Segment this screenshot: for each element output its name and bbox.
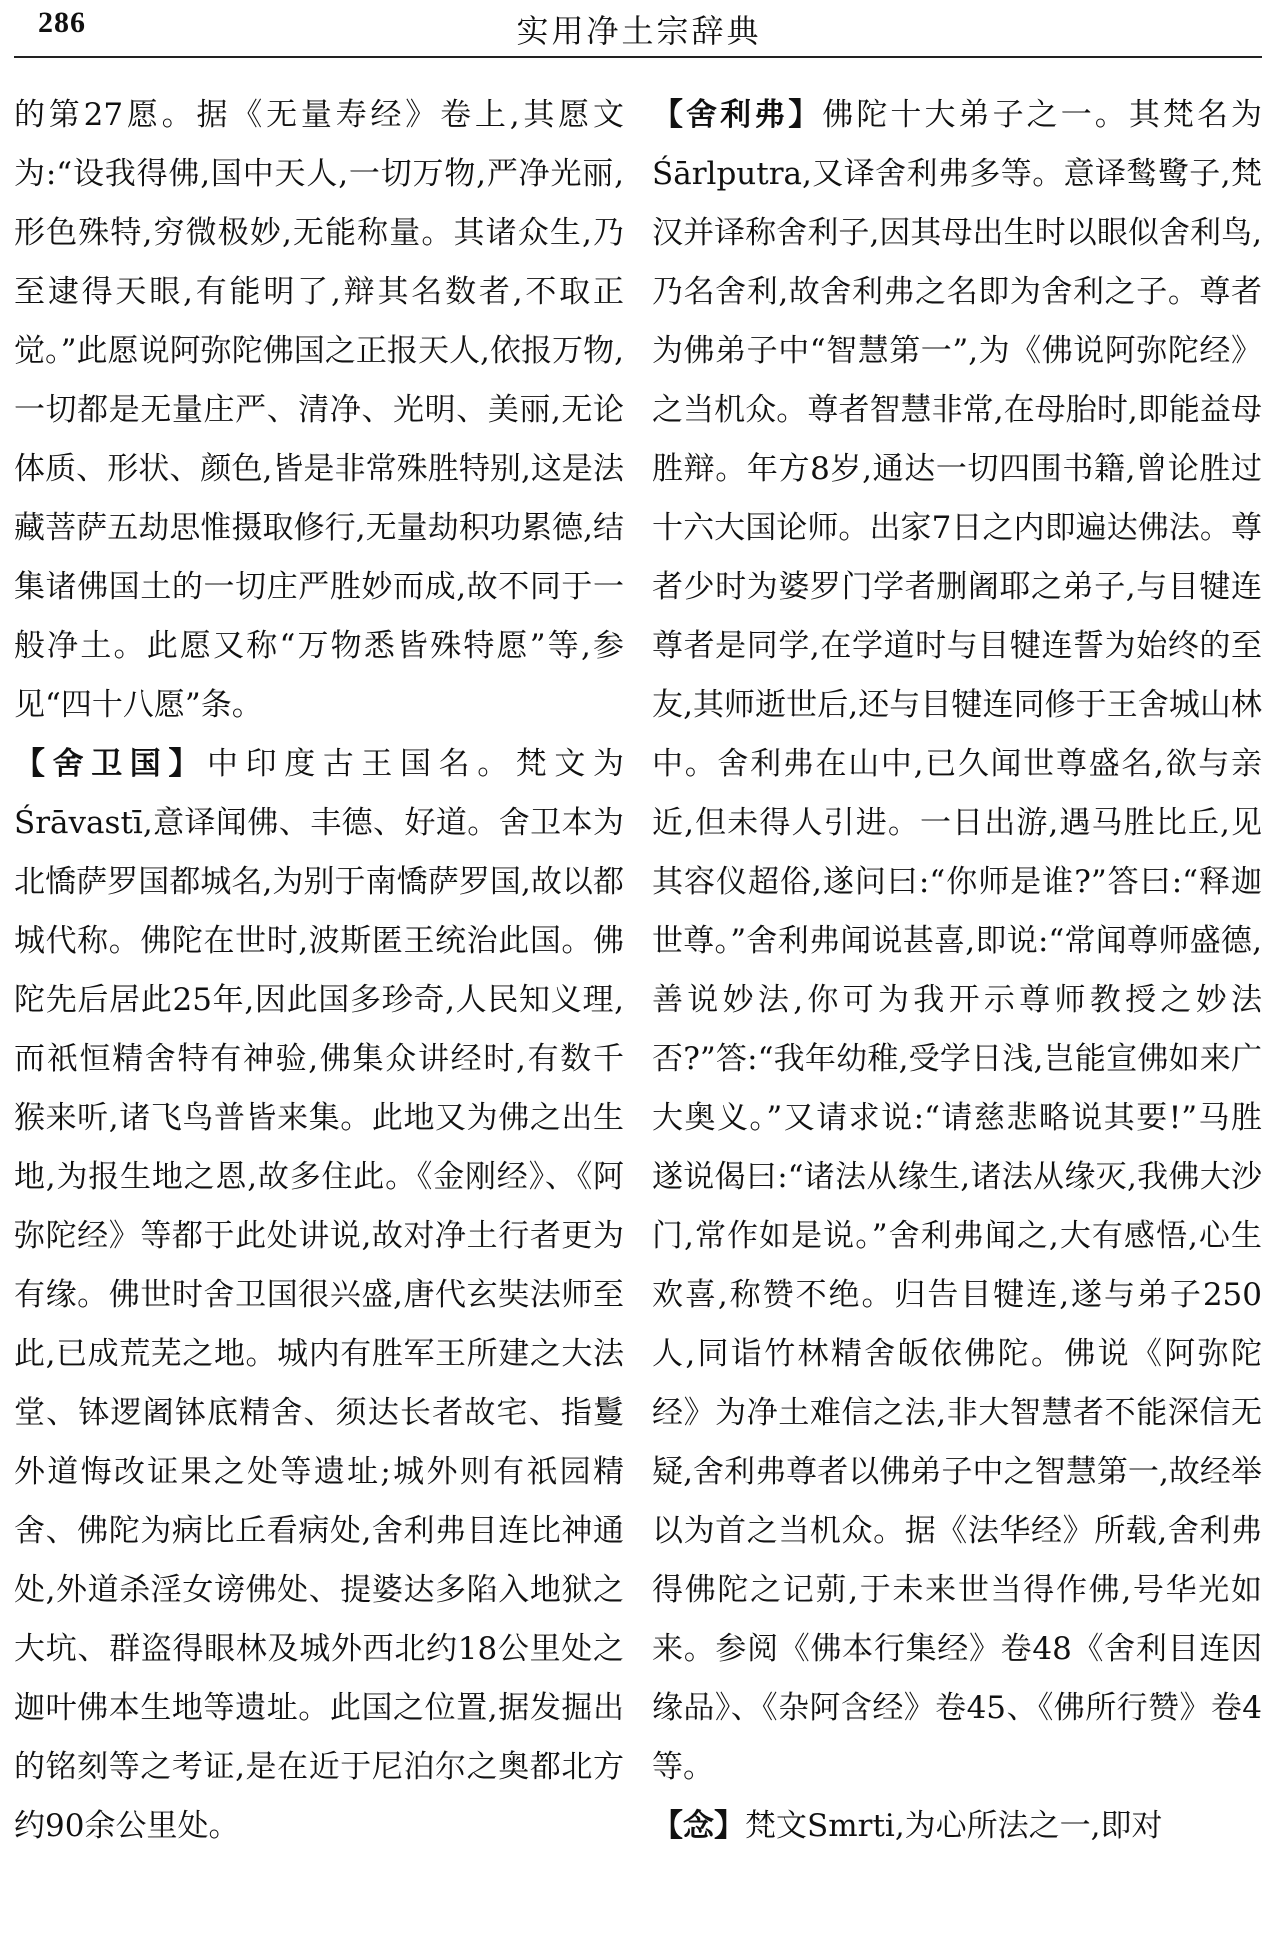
entry-nian: [652, 1797, 1262, 1856]
definition-shelifu: 佛陀十大弟子之一。其梵名为Śārlputra,又译舍利弗多等。意译鹙鹭子,梵汉并译称舍利子,因其母出生时以眼似舍利鸟,乃名舍利,故舍利弗之名即为舍利之子。尊者为佛弟子中“智慧第一”,为《佛说阿弥陀经》之当机众。尊者智慧非常,在母胎时,即能益母胜辩。年方8岁,通达一切四围书籍,曾论胜过十六大国论师。出家7日之内即遍达佛法。尊者少时为婆罗门学者删阇耶之弟子,与目犍连尊者是同学,在学道时与目犍连誓为始终的至友,其师逝世后,还与目犍连同修于王舍城山林中。舍利弗在山中,已久闻世尊盛名,欲与亲近,但未得人引进。一日出游,遇马胜比丘,见其容仪超俗,遂问曰:“你师是谁?”答曰:“释迦世尊。”舍利弗闻说甚喜,即说:“常闻尊师盛德,善说妙法,你可为我开示尊师教授之妙法否?”答:“我年幼稚,受学日浅,岂能宣佛如来广大奥义。”又请求说:“请慈悲略说其要!”马胜遂说偈曰:“诸法从缘生,诸法从缘灭,我佛大沙门,常作如是说。”舍利弗闻之,大有感悟,心生欢喜,称赞不绝。归告目犍连,遂与弟子250人,同诣竹林精舍皈依佛陀。佛说《阿弥陀经》为净土难信之法,非大智慧者不能深信无疑,舍利弗尊者以佛弟子中之智慧第一,故经举以为首之当机众。据《法华经》所载,舍利弗得佛陀之记莂,于未来世当得作佛,号华光如来。参阅《佛本行集经》卷48《舍利目连因缘品》、《杂阿含经》卷45、《佛所行赞》卷4等。: [652, 97, 1263, 1785]
definition-shewei-guo: 中印度古王国名。梵文为Śrāvastī,意译闻佛、丰德、好道。舍卫本为北憍萨罗国都城名,为别于南憍萨罗国,故以都城代称。佛陀在世时,波斯匿王统治此国。佛陀先后居此25年,因此国多珍奇,人民知义理,而祇恒精舍特有神验,佛集众讲经时,有数千 猴来听,诸飞鸟普皆来集。此地又为佛之出生地,为报生地之恩,故多住此。《金刚经》、《阿弥陀经》等都于此处讲说,故对净土行者更为有缘。佛世时舍卫国很兴盛,唐代玄奘法师至此,已成荒芜之地。城内有胜军王所建之大法堂、钵逻阇钵底精舍、须达长者故宅、指鬘外道悔改证果之处等遗址;城外则有祇园精舍、佛陀为病比丘看病处,舍利弗目连比神通处,外道杀淫女谤佛处、提婆达多陷入地狱之大坑、群盗得眼林及城外西北约18公里处之迦叶佛本生地等遗址。此国之位置,据发掘出的铭刻等之考证,是在近于尼泊尔之奥都北方约90余公里处。: [14, 746, 655, 1844]
headword-nian: 【念】: [652, 1808, 745, 1844]
headword-shewei-guo: 【舍卫国】: [14, 746, 207, 782]
left-column: [14, 86, 655, 1856]
right-column: [652, 86, 1262, 1856]
entry-continuation: [14, 86, 624, 735]
entry-continuation-text: 的第27愿。据《无量寿经》卷上,其愿文为:“设我得佛,国中天人,一切万物,严净光丽,形色殊特,穷微极妙,无能称量。其诸众生,乃至逮得天眼,有能明了,辩其名数者,不取正觉。”此愿说阿弥陀佛国之正报天人,依报万物,一切都是无量庄严、清净、光明、美丽,无论体质、形状、颜色,皆是非常殊胜特别,这是法藏菩萨五劫思惟摄取修行,无量劫积功累德,结集诸佛国土的一切庄严胜妙而成,故不同于一般净土。此愿又称“万物悉皆殊特愿”等,参见“四十八愿”条。: [14, 97, 624, 723]
page-number: 286: [38, 6, 86, 39]
header-rule: [14, 56, 1262, 58]
headword-shelifu: 【舍利弗】: [652, 97, 823, 133]
entry-shewei-guo: [14, 735, 655, 1856]
running-title: 实用净土宗辞典: [516, 12, 762, 50]
entry-shelifu: [652, 86, 1262, 1797]
page-header: [0, 0, 1278, 56]
definition-nian: 梵文Smrti,为心所法之一,即对: [745, 1808, 1163, 1844]
